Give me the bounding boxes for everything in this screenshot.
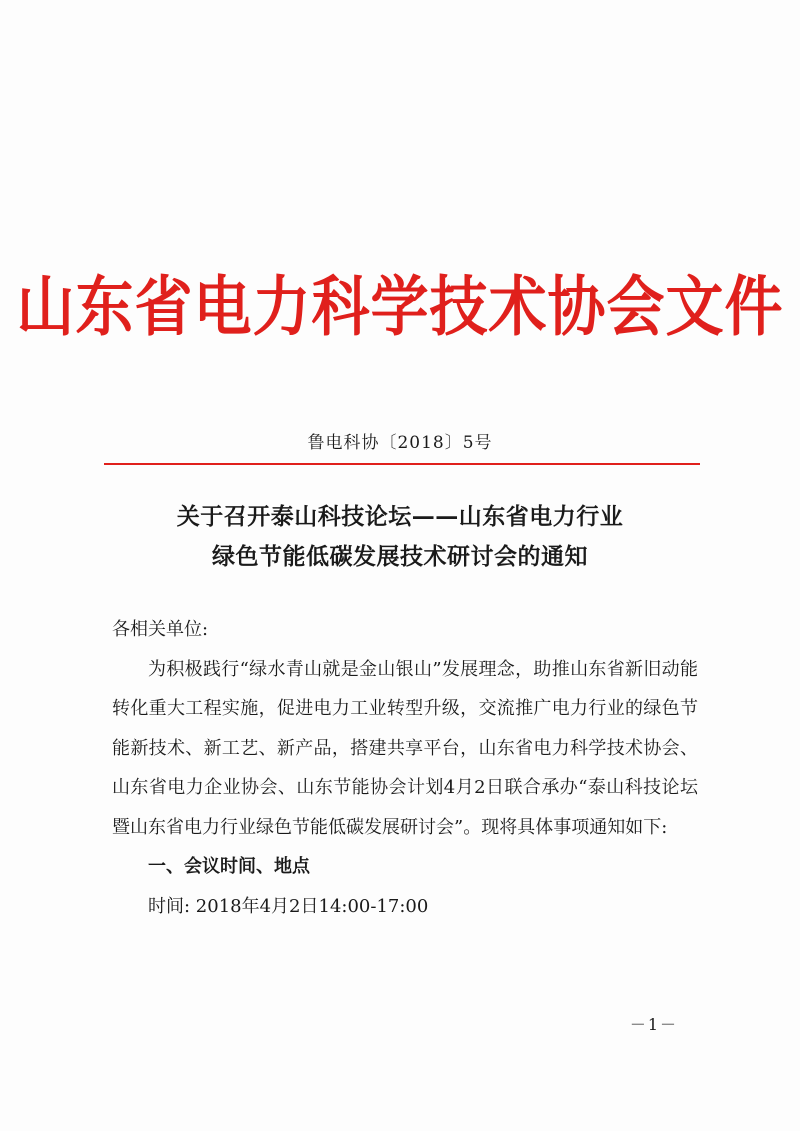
salutation: 各相关单位: [112,619,209,640]
notice-title-line1: 关于召开泰山科技论坛——山东省电力行业 [176,503,624,530]
doc-number: 鲁电科协〔2018〕5号 [307,433,493,453]
section-1-heading: 一、会议时间、地点 [148,856,310,877]
org-title: 山东省电力科学技术协会文件 [16,268,784,345]
notice-title [0,497,800,577]
red-divider [104,463,700,465]
meeting-time: 时间: 2018年4月2日14:00-17:00 [148,895,429,917]
paragraph-1: 为积极践行“绿水青山就是金山银山”发展理念，助推山东省新旧动能转化重大工程实施，促进电力工业转型升级，交流推广电力行业的绿色节能新技术、新工艺、新产品，搭建共享平台，山东省电力科学技术协会、山东省电力企业协会、山东节能协会计划4月2日联合承办“泰山科技论坛暨山东省电力行业绿色节能低碳发展研讨会”。现将具体事项通知如下: [112,658,698,838]
notice-title-line2: 绿色节能低碳发展技术研讨会的通知 [212,543,588,570]
page-number: －1－ [629,1015,678,1034]
body-text [112,610,698,926]
